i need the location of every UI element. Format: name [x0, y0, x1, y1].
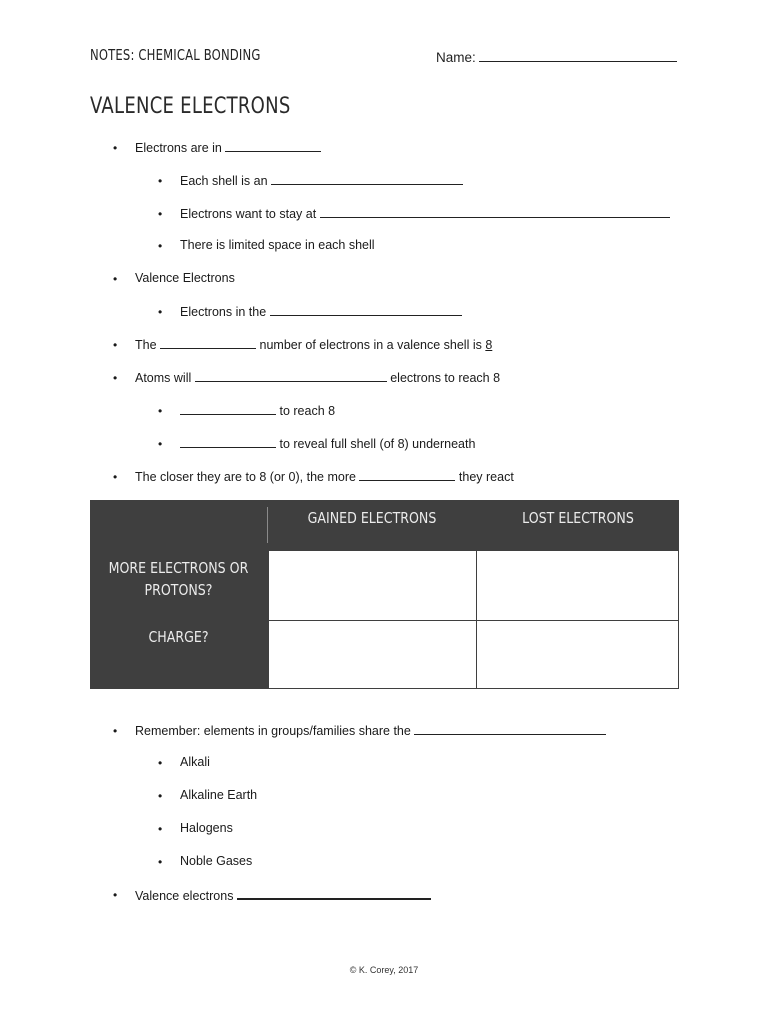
answer-value: 8	[485, 338, 493, 352]
name-field[interactable]	[436, 49, 677, 65]
row-header-more-electrons: MORE ELECTRONS OR PROTONS?	[108, 559, 249, 599]
column-header-lost: LOST ELECTRONS	[522, 509, 634, 527]
bullet-icon: •	[158, 305, 163, 319]
bullet-icon: •	[113, 338, 118, 352]
fill-blank[interactable]	[359, 469, 455, 481]
bullet-icon: •	[113, 272, 118, 286]
bullet-icon: •	[158, 756, 163, 770]
header-divider	[267, 507, 268, 543]
fill-blank[interactable]	[225, 140, 321, 152]
document-title: NOTES: CHEMICAL BONDING	[90, 46, 261, 64]
fill-blank[interactable]	[180, 403, 276, 415]
list-item: Alkali	[180, 755, 210, 769]
bullet-icon: •	[158, 174, 163, 188]
bullet-icon: •	[158, 239, 163, 253]
list-item: Valence Electrons	[135, 271, 235, 285]
list-item: Electrons want to stay at	[180, 206, 670, 221]
bullet-icon: •	[158, 789, 163, 803]
table-cell-lost-charge[interactable]	[476, 620, 679, 689]
list-item: Alkaline Earth	[180, 788, 258, 802]
fill-blank[interactable]	[414, 723, 606, 735]
fill-blank[interactable]	[237, 887, 431, 900]
bullet-icon: •	[113, 724, 118, 738]
fill-blank[interactable]	[180, 436, 276, 448]
fill-blank[interactable]	[320, 206, 670, 218]
list-item: Halogens	[180, 821, 233, 835]
copyright-footer: © K. Corey, 2017	[349, 965, 419, 975]
bullet-icon: •	[158, 822, 163, 836]
fill-blank[interactable]	[195, 370, 387, 382]
bullet-icon: •	[113, 888, 118, 902]
list-item: Electrons in the	[180, 304, 462, 319]
list-item: Electrons are in	[135, 140, 321, 155]
fill-blank[interactable]	[270, 304, 462, 316]
bullet-icon: •	[113, 141, 118, 155]
section-title: VALENCE ELECTRONS	[90, 94, 291, 119]
list-item: to reach 8	[180, 403, 335, 418]
bullet-icon: •	[158, 207, 163, 221]
row-header-charge: CHARGE?	[148, 628, 209, 646]
bullet-icon: •	[113, 470, 118, 484]
list-item: Each shell is an	[180, 173, 463, 188]
list-item: The closer they are to 8 (or 0), the more they react	[135, 470, 514, 484]
table-cell-gained-charge[interactable]	[268, 620, 477, 689]
name-label: Name:	[436, 50, 476, 65]
list-item: to reveal full shell (of 8) underneath	[180, 436, 475, 451]
list-item: There is limited space in each shell	[180, 238, 375, 252]
list-item: The number of electrons in a valence shell is 8	[135, 338, 493, 352]
fill-blank[interactable]	[160, 337, 256, 349]
name-blank[interactable]	[479, 49, 677, 62]
table-cell-lost-more[interactable]	[476, 550, 679, 621]
bullet-icon: •	[158, 437, 163, 451]
bullet-icon: •	[158, 855, 163, 869]
list-item: Noble Gases	[180, 854, 253, 868]
column-header-gained: GAINED ELECTRONS	[307, 509, 437, 527]
fill-blank[interactable]	[271, 173, 463, 185]
list-item: Remember: elements in groups/families share the	[135, 723, 606, 738]
bullet-icon: •	[113, 371, 118, 385]
bullet-icon: •	[158, 404, 163, 418]
list-item: Atoms will electrons to reach 8	[135, 371, 501, 385]
list-item: Valence electrons	[135, 887, 431, 903]
table-cell-gained-more[interactable]	[268, 550, 477, 621]
